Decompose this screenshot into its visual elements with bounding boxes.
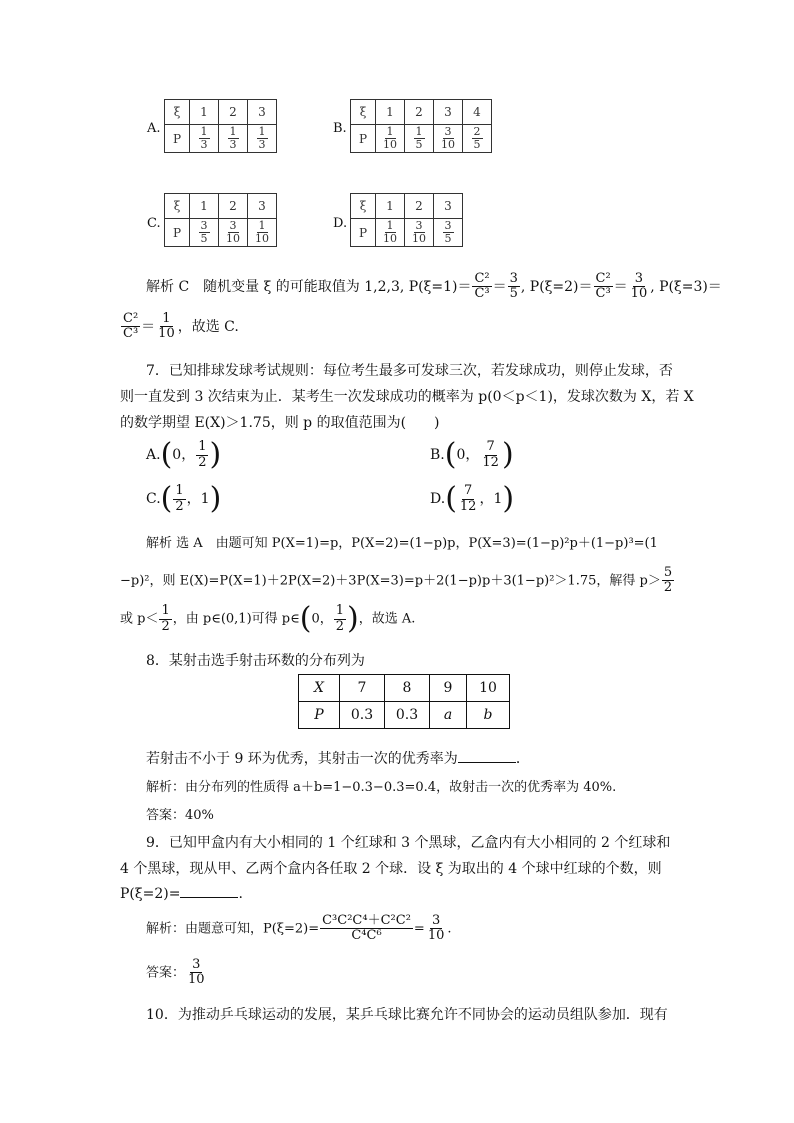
fraction: $\frac{1}{5}$ (415, 125, 423, 151)
fraction: $\frac{2}{5}$ (473, 125, 481, 151)
fraction: $\frac{1}{3}$ (258, 125, 266, 151)
q8-table (298, 674, 510, 729)
fraction: $\frac{1}{2}$ (198, 439, 207, 470)
fraction: $\frac{7}{12}$ (482, 439, 499, 470)
q9-text-line2: 4 个黑球，现从甲、乙两个盒内各任取 2 个球．设 ξ 为取出的 4 个球中红球的个数，则 (120, 861, 662, 877)
q9-solution: 解析：由题意可知，P(ξ=2)= $\frac{\text{C³C²C⁴＋C²C²}}{\text{C⁴C⁶}}$ = $\frac{3}{10}$ . (146, 913, 452, 944)
table-cell: 3 (434, 194, 463, 219)
table-cell: 2 (405, 100, 434, 125)
option-d-letter: D. (333, 216, 348, 231)
option-c-table (164, 193, 277, 247)
table-cell: a (430, 702, 467, 729)
q7-option-c: C.( $\frac{1}{2}$ ，1) (146, 481, 222, 516)
option-c-letter: C. (147, 216, 161, 231)
q10-text-line1: 10．为推动乒乓球运动的发展，某乒乓球比赛允许不同协会的运动员组队参加．现有 (146, 1007, 668, 1023)
q7-solution-line3: 或 p＜ $\frac{1}{2}$ ，由 p∈(0,1)可得 p∈(0， $\frac{1}{2}$ )，故选 A. (120, 601, 416, 636)
table-cell: 4 (463, 100, 492, 125)
q8-title: 8．某射击选手射击环数的分布列为 (146, 653, 365, 669)
table-cell: 9 (430, 675, 467, 702)
q6-solution-line2: $\frac{\text{C²}}{\text{C³}}$ ＝ $\frac{1}{10}$ ，故选 C. (123, 311, 239, 342)
table-cell: 2 (219, 194, 248, 219)
q9-answer: 答案： $\frac{3}{10}$ (146, 957, 205, 988)
table-cell: b (467, 702, 510, 729)
fraction: $\frac{3}{5}$ (200, 219, 208, 245)
table-cell: 0.3 (385, 702, 430, 729)
table-header-cell: ξ (165, 194, 190, 219)
table-cell: 1 (190, 100, 219, 125)
fraction: $\frac{3}{10}$ (427, 913, 445, 944)
option-a-table (164, 99, 277, 153)
answer-blank (180, 897, 238, 898)
table-header-cell: ξ (351, 100, 376, 125)
fraction: $\frac{5}{2}$ (663, 565, 673, 596)
q8-solution: 解析：由分布列的性质得 a＋b=1−0.3−0.3=0.4，故射击一次的优秀率为 40%. (146, 780, 617, 795)
table-header-cell: X (299, 675, 340, 702)
fraction: $\frac{1}{2}$ (335, 603, 345, 634)
table-cell: 10 (467, 675, 510, 702)
answer-blank (458, 762, 516, 763)
option-b-table (350, 99, 492, 153)
fraction: $\frac{1}{10}$ (255, 219, 269, 245)
fraction: $\frac{\text{C²}}{\text{C³}}$ (123, 311, 139, 342)
fraction: $\frac{1}{10}$ (383, 125, 397, 151)
fraction: $\frac{3}{10}$ (441, 125, 455, 151)
table-cell: 3 (248, 100, 277, 125)
table-cell: 0.3 (340, 702, 385, 729)
table-header-cell: ξ (351, 194, 376, 219)
fraction: $\frac{1}{3}$ (229, 125, 237, 151)
q7-solution-line2: −p)²，则 E(X)=P(X=1)＋2P(X=2)＋3P(X=3)=p＋2(1−p)p＋3(1−p)²＞1.75，解得 p＞ $\frac{5}{2}$ (120, 565, 673, 596)
fraction: $\frac{\text{C³C²C⁴＋C²C²}}{\text{C⁴C⁶}}$ (322, 913, 411, 944)
option-a-letter: A. (147, 121, 161, 136)
fraction: $\frac{1}{10}$ (158, 311, 175, 342)
q7-text-line1: 7．已知排球发球考试规则：每位考生最多可发球三次，若发球成功，则停止发球，否 (146, 363, 673, 379)
q9-text-line3: P(ξ=2)= . (120, 886, 243, 902)
fraction: $\frac{1}{3}$ (200, 125, 208, 151)
table-header-cell: P (351, 219, 376, 247)
q6-solution-line1: 解析 C 随机变量 ξ 的可能取值为 1,2,3, P(ξ=1)＝ $\frac{\text{C²}}{\text{C³}}$ ＝ $\frac{3}{5}$ , P(ξ=2)＝ $\frac{\text{C²}}{\text{C³}}$ ＝ $\frac{3}{10}$ , P(ξ=3)＝ (146, 271, 722, 302)
table-cell: 3 (434, 100, 463, 125)
fraction: $\frac{\text{C²}}{\text{C³}}$ (474, 271, 490, 302)
q7-option-b: B.(0， $\frac{7}{12}$ ) (430, 437, 514, 472)
q7-option-d: D.( $\frac{7}{12}$ ，1) (430, 481, 515, 516)
fraction: $\frac{7}{12}$ (459, 483, 477, 514)
table-header-cell: P (165, 219, 190, 247)
fraction: $\frac{\text{C²}}{\text{C³}}$ (595, 271, 611, 302)
table-cell: 1 (190, 194, 219, 219)
table-cell: 2 (405, 194, 434, 219)
fraction: $\frac{1}{10}$ (383, 219, 397, 245)
q7-option-a: A.(0， $\frac{1}{2}$ ) (146, 437, 222, 472)
option-d-table (350, 193, 463, 247)
fraction: $\frac{1}{2}$ (161, 603, 170, 634)
table-cell: 2 (219, 100, 248, 125)
table-cell: 7 (340, 675, 385, 702)
table-cell: 1 (376, 194, 405, 219)
table-cell: 8 (385, 675, 430, 702)
q8-answer: 答案：40% (146, 808, 214, 823)
table-header-cell: P (165, 125, 190, 153)
fraction: $\frac{3}{5}$ (509, 271, 518, 302)
fraction: $\frac{3}{10}$ (188, 957, 205, 988)
q7-text-line3: 的数学期望 E(X)＞1.75，则 p 的取值范围为( ) (120, 415, 440, 431)
table-cell: 1 (376, 100, 405, 125)
table-cell: 3 (248, 194, 277, 219)
fraction: $\frac{3}{5}$ (444, 219, 452, 245)
fraction: $\frac{3}{10}$ (226, 219, 240, 245)
q7-solution-line1: 解析 选 A 由题可知 P(X=1)=p，P(X=2)=(1−p)p，P(X=3)=(1−p)²p＋(1−p)³=(1 (146, 536, 658, 551)
fraction: $\frac{3}{10}$ (630, 271, 648, 302)
q8-question: 若射击不小于 9 环为优秀，其射击一次的优秀率为 ． (146, 751, 530, 767)
fraction: $\frac{1}{2}$ (175, 483, 184, 514)
fraction: $\frac{3}{10}$ (412, 219, 426, 245)
q7-text-line2: 则一直发到 3 次结束为止．某考生一次发球成功的概率为 p(0＜p＜1)，发球次数为 X，若 X (120, 389, 694, 405)
table-header-cell: P (299, 702, 340, 729)
table-header-cell: P (351, 125, 376, 153)
q9-text-line1: 9．已知甲盒内有大小相同的 1 个红球和 3 个黑球，乙盒内有大小相同的 2 个红球和 (146, 835, 671, 851)
option-b-letter: B. (333, 121, 347, 136)
table-header-cell: ξ (165, 100, 190, 125)
